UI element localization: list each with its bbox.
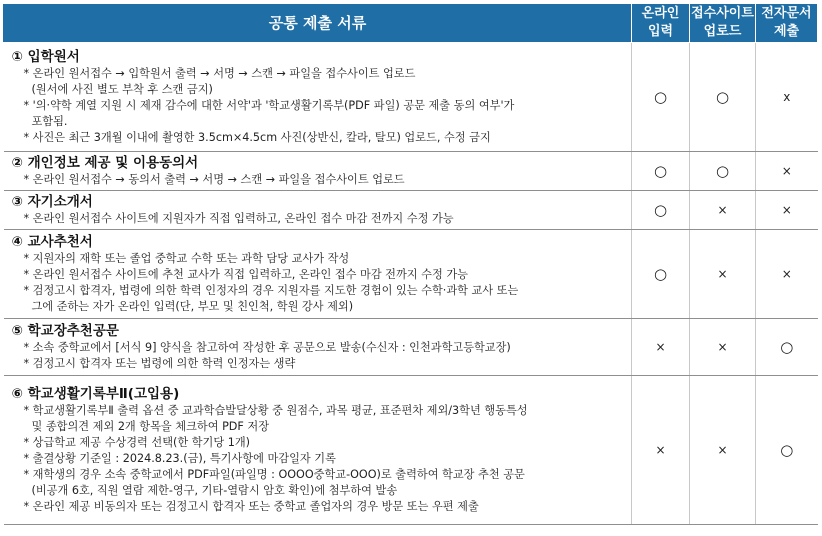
table-header-row [4,4,818,43]
table-row [4,319,818,376]
row-line: 그에 준하는 자가 온라인 입력(단, 부모 및 친인척, 학원 강사 제외) [31,300,354,313]
row-line: * 온라인 원서접수 사이트에 추천 교사가 직접 입력하고, 온라인 접수 마감 전까지 수정 가능 [23,268,468,281]
site-upload-mark: ○ [690,43,756,152]
table-row [4,43,818,152]
row-title: ④ 교사추천서 [11,234,93,250]
row-line: 및 종합의견 제외 2개 항목을 체크하여 PDF 저장 [31,420,270,433]
header-online-input: 온라인 입력 [632,4,690,43]
e-document-mark: × [756,230,818,319]
row-title: ① 입학원서 [11,49,80,65]
row-line: * 사진은 최근 3개월 이내에 촬영한 3.5cm×4.5cm 사진(상반신, 칼라, 탈모) 업로드, 수정 금지 [23,131,491,144]
row-line: * 검정고시 합격자, 법령에 의한 학력 인정자의 경우 지원자를 지도한 경험이 있는 수학·과학 교사 또는 [23,284,519,297]
row-line: * 소속 중학교에서 [서식 9] 양식을 참고하여 작성한 후 공문으로 발송(수신자 : 인천과학고등학교장) [23,341,511,354]
e-document-mark: × [756,191,818,230]
site-upload-mark: × [690,230,756,319]
header-site-upload: 접수사이트 업로드 [690,4,756,43]
table-row [4,191,818,230]
row-line: * 재학생의 경우 소속 중학교에서 PDF파일(파일명 : OOOO중학교-OOO)로 출력하여 학교장 추천 공문 [23,468,525,481]
row-description [4,191,632,230]
e-document-mark: ○ [756,376,818,525]
row-line: (원서에 사진 별도 부착 후 스캔 금지) [31,83,213,96]
e-document-mark: x [756,43,818,152]
row-line: * 상급학교 제공 수상경력 선택(한 학기당 1개) [23,436,250,449]
row-title: ② 개인정보 제공 및 이용동의서 [11,155,199,171]
online-input-mark: × [632,319,690,376]
site-upload-mark: × [690,319,756,376]
online-input-mark: ○ [632,191,690,230]
row-description [4,43,632,152]
row-title: ⑥ 학교생활기록부Ⅱ(고입용) [11,386,180,402]
table-row [4,230,818,319]
row-description [4,376,632,525]
online-input-mark: ○ [632,230,690,319]
row-line: * '의·약학 계열 지원 시 제재 감수에 대한 서약'과 '학교생활기록부(PDF 파일) 공문 제출 동의 여부'가 [23,99,515,112]
row-line: * 온라인 원서접수 사이트에 지원자가 직접 입력하고, 온라인 접수 마감 전까지 수정 가능 [23,212,454,225]
row-description [4,152,632,191]
row-line: * 온라인 원서접수 → 동의서 출력 → 서명 → 스캔 → 파일을 접수사이트 업로드 [23,173,405,186]
online-input-mark: × [632,376,690,525]
table-row [4,376,818,525]
row-description [4,319,632,376]
row-line: * 지원자의 재학 또는 졸업 중학교 수학 또는 과학 담당 교사가 작성 [23,252,350,265]
e-document-mark: × [756,152,818,191]
row-line: * 검정고시 합격자 또는 법령에 의한 학력 인정자는 생략 [23,357,296,370]
row-title: ③ 자기소개서 [11,194,93,210]
row-line: * 온라인 제공 비동의자 또는 검정고시 합격자 또는 중학교 졸업자의 경우 방문 또는 우편 제출 [23,500,479,513]
online-input-mark: ○ [632,43,690,152]
header-docs-title: 공통 제출 서류 [4,4,632,43]
row-line: (비공개 6호, 직원 열람 제한-영구, 기타-열람시 암호 확인)에 첨부하여 발송 [31,484,398,497]
row-title: ⑤ 학교장추천공문 [11,323,119,339]
header-e-document: 전자문서 제출 [756,4,818,43]
site-upload-mark: ○ [690,152,756,191]
site-upload-mark: × [690,376,756,525]
online-input-mark: ○ [632,152,690,191]
submission-documents-table [3,3,818,525]
row-description [4,230,632,319]
table-row [4,152,818,191]
row-line: * 출결상황 기준일 : 2024.8.23.(금), 특기사항에 마감일자 기록 [23,452,336,465]
row-line: * 학교생활기록부Ⅱ 출력 옵션 중 교과학습발달상황 중 원점수, 과목 평균, 표준편차 제외/3학년 행동특성 [23,404,528,417]
site-upload-mark: × [690,191,756,230]
row-line: 포함됨. [31,115,68,128]
row-line: * 온라인 원서접수 → 입학원서 출력 → 서명 → 스캔 → 파일을 접수사이트 업로드 [23,67,416,80]
e-document-mark: ○ [756,319,818,376]
